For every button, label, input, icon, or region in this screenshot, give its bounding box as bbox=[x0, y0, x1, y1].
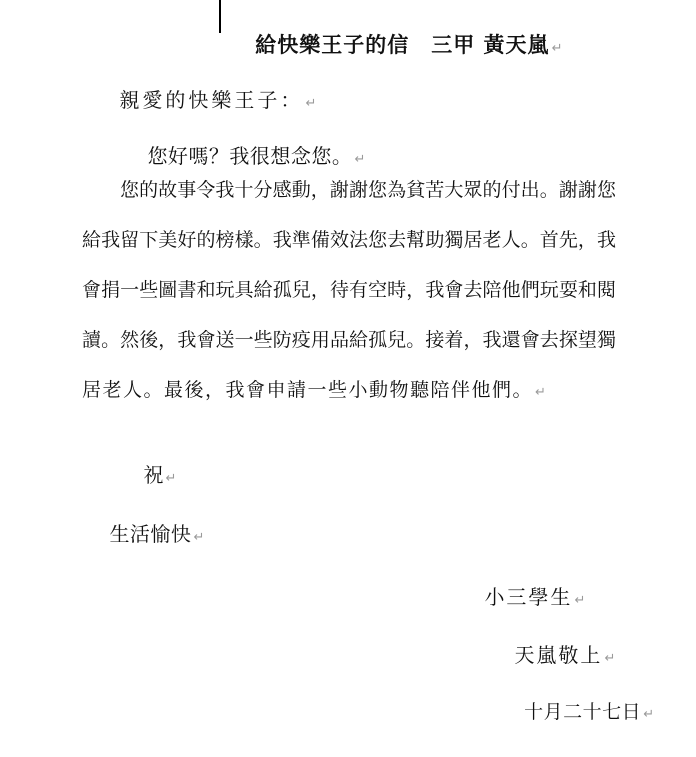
signature-date-line bbox=[498, 670, 654, 757]
closing-wish-line bbox=[82, 492, 204, 580]
body-line-text: 讀。然後，我會送一些防疫用品給孤兒。接着，我還會去探望獨 bbox=[82, 329, 616, 351]
paragraph-mark-icon: ↵ bbox=[535, 385, 546, 400]
body-line bbox=[82, 227, 616, 254]
paragraph-mark-icon: ↵ bbox=[551, 41, 563, 56]
signature-name: 天嵐敬上 bbox=[514, 643, 603, 667]
paragraph-mark-icon: ↵ bbox=[165, 471, 177, 486]
paragraph-mark-icon: ↵ bbox=[305, 96, 317, 111]
closing-wish: 生活愉快 bbox=[109, 522, 192, 546]
greeting-text: 您好嗎？我很想念您。 bbox=[147, 144, 353, 168]
paragraph-mark-icon: ↵ bbox=[193, 530, 205, 545]
paragraph-mark-icon: ↵ bbox=[643, 707, 655, 722]
salutation-text: 親愛的快樂王子： bbox=[119, 88, 304, 112]
body-line-text: 您的故事令我十分感動，謝謝您為貧苦大眾的付出。謝謝您 bbox=[120, 179, 616, 201]
paragraph-mark-icon: ↵ bbox=[354, 152, 366, 167]
body-line bbox=[82, 377, 616, 406]
body-line-text: 給我留下美好的榜樣。我準備效法您去幫助獨居老人。首先，我 bbox=[82, 229, 616, 251]
body-line bbox=[82, 177, 616, 204]
text-cursor bbox=[219, 0, 221, 33]
letter-title: 給快樂王子的信 三甲 黃天嵐 bbox=[255, 33, 550, 57]
paragraph-mark-icon: ↵ bbox=[574, 593, 586, 608]
paragraph-mark-icon: ↵ bbox=[604, 651, 616, 666]
body-line bbox=[82, 327, 616, 354]
body-line-text: 居老人。最後，我會申請一些小動物聽陪伴他們。 bbox=[82, 379, 534, 401]
signature-date: 十月二十七日 bbox=[524, 701, 642, 723]
body-line-text: 會捐一些圖書和玩具給孤兒，待有空時，我會去陪他們玩耍和閱 bbox=[82, 279, 616, 301]
signature-identity: 小三學生 bbox=[484, 585, 573, 609]
body-line bbox=[82, 277, 616, 304]
closing-wish-lead: 祝 bbox=[143, 463, 164, 487]
